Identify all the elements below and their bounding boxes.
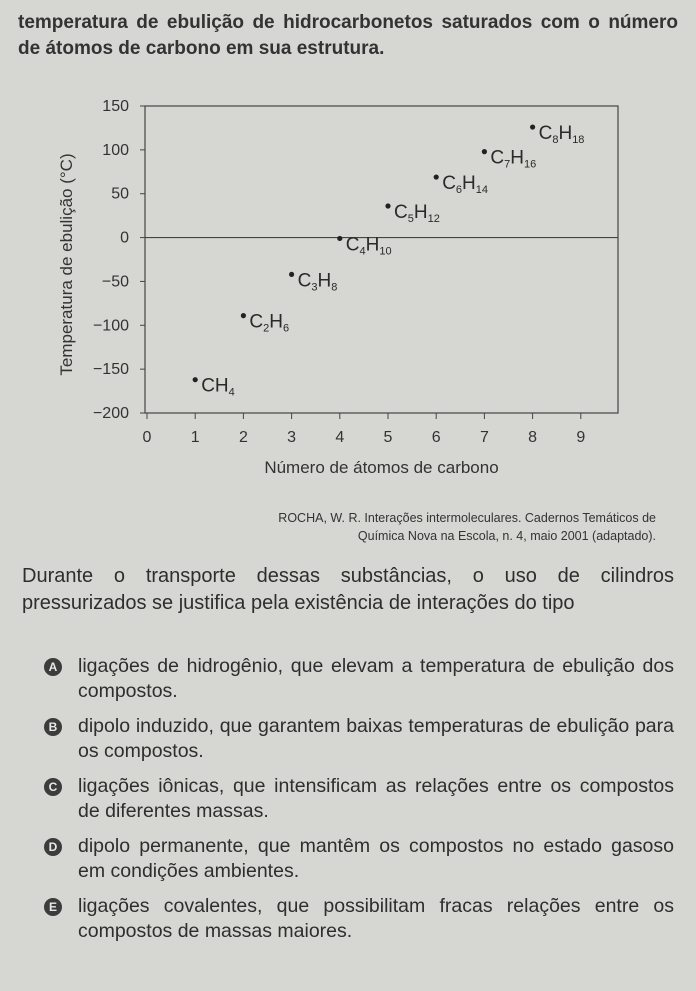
source-line-1: ROCHA, W. R. Interações intermoleculares. Cadernos Temáticos de [278,511,656,525]
x-tick-label: 5 [383,429,393,446]
data-label-6: $C_6H_{14}$ [442,173,489,197]
option-e-text: ligações covalentes, que possibilitam fracas relações entre os compostos de massas maiores. [78,895,674,942]
data-point-5 [385,203,390,208]
option-c-text: ligações iônicas, que intensificam as relações entre os compostos de diferentes massas. [78,775,674,822]
data-point-8 [530,124,535,129]
data-point-7 [482,149,487,154]
source-line-2: Química Nova na Escola, n. 4, maio 2001 (adaptado). [357,529,656,543]
option-a-text: ligações de hidrogênio, que elevam a temperatura de ebulição dos compostos. [78,655,674,702]
data-point-3 [289,272,294,277]
plot-frame [145,106,618,413]
data-point-2 [241,313,246,318]
option-b[interactable] [44,714,674,764]
data-label-8: $C_8H_{18}$ [538,123,585,147]
boiling-point-chart [0,90,696,500]
option-d[interactable] [44,834,674,884]
y-tick-label: 100 [102,141,129,159]
option-c-badge: C [44,778,62,796]
option-a[interactable] [44,654,674,704]
data-label-2: $C_2H_6$ [249,311,290,335]
x-tick-label: 1 [190,429,200,446]
x-tick-label: 6 [431,429,441,446]
x-tick-label: 3 [287,429,297,446]
data-label-3: $C_3H_8$ [297,270,338,294]
y-tick-label: −150 [92,361,129,379]
x-tick-label: 9 [576,429,586,446]
x-tick-label: 4 [335,429,345,446]
data-label-5: $C_5H_{12}$ [394,201,440,225]
data-label-7: $C_7H_{16}$ [490,147,537,171]
option-d-text: dipolo permanente, que mantêm os compostos no estado gasoso em condições ambientes. [78,835,674,882]
y-tick-label: 150 [102,98,129,115]
data-label-1: $CH_4$ [201,375,235,399]
x-tick-label: 7 [479,429,489,446]
option-e[interactable] [44,894,674,944]
option-b-badge: B [44,718,62,736]
y-tick-label: −100 [92,317,129,335]
y-axis-label: Temperatura de ebulição (°C) [57,153,76,376]
option-c[interactable] [44,774,674,824]
data-label-4: $C_4H_{10}$ [345,234,392,258]
option-a-badge: A [44,658,62,676]
x-axis-label: Número de átomos de carbono [264,458,499,477]
x-tick-label: 0 [142,429,152,446]
data-point-6 [434,174,439,179]
y-tick-label: 50 [111,185,129,203]
answer-options [44,654,674,954]
option-e-badge: E [44,898,62,916]
data-point-1 [193,377,198,382]
y-tick-label: −200 [92,405,129,422]
question-text: Durante o transporte dessas substâncias, o uso de cilindros pressurizados se justifica pela existência de interações do tipo [22,565,674,614]
source-citation [136,509,656,545]
x-tick-label: 2 [238,429,248,446]
x-tick-label: 8 [528,429,538,446]
y-tick-label: −50 [101,273,129,291]
option-d-badge: D [44,838,62,856]
option-b-text: dipolo induzido, que garantem baixas temperaturas de ebulição para os compostos. [78,715,674,762]
y-tick-label: 0 [120,229,129,247]
intro-text: temperatura de ebulição de hidrocarbonetos saturados com o número de átomos de carbono em sua estrutura. [18,12,678,59]
data-point-4 [337,236,342,241]
